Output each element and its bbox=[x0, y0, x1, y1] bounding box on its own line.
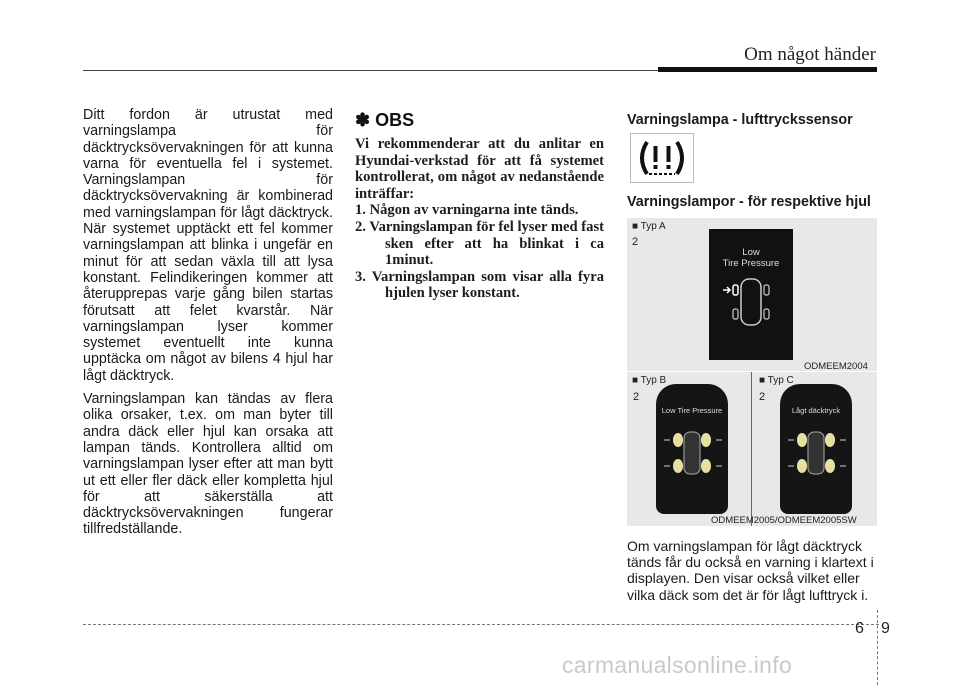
car-tire-icon bbox=[721, 275, 781, 331]
footer-vertical-rule bbox=[877, 610, 878, 685]
note-item-2: 2. Varningslampan för fel lyser med fast sken efter att ha blinkat i ca 1minut. bbox=[355, 218, 604, 269]
panel-a-line2: Tire Pressure bbox=[722, 258, 780, 269]
display-panel-a bbox=[709, 229, 793, 360]
panel-a-line1: Low bbox=[742, 247, 760, 258]
car-tire-icon-b bbox=[656, 422, 728, 512]
header-rule bbox=[83, 70, 658, 71]
note-title: ✽ OBS bbox=[355, 110, 415, 130]
display-panel-b bbox=[656, 384, 728, 514]
footer-rule bbox=[83, 624, 879, 625]
note-body bbox=[355, 136, 604, 302]
figure-divider bbox=[751, 372, 752, 526]
heading-wheel-lamps: Varningslampor - för respektive hjul bbox=[627, 194, 871, 210]
section-title: Om något händer bbox=[744, 44, 876, 65]
note-item-3: 3. Varningslampan som visar alla fyra hjulen lyser konstant. bbox=[355, 268, 604, 302]
panel-b-text: Low Tire Pressure bbox=[661, 406, 723, 415]
header-bar bbox=[658, 67, 877, 72]
type-c-label: ■ Typ C bbox=[759, 375, 794, 386]
figure-bc-code: ODMEEM2005/ODMEEM2005SW bbox=[711, 515, 857, 526]
figure-a-code: ODMEEM2004 bbox=[804, 361, 868, 372]
type-c-number: 2 bbox=[759, 391, 766, 403]
type-a-label: ■ Typ A bbox=[632, 221, 666, 232]
caption-text: Om varningslampan för lågt däcktryck tänds får du också en varning i klartext i displayen. Den visar också vilket eller vilka däck som det är för lågt lufttryck i. bbox=[627, 538, 874, 603]
body-column-3 bbox=[627, 112, 879, 128]
note-item-1: 1. Någon av varningarna inte tänds. bbox=[355, 202, 579, 219]
paragraph-2: Varningslampan kan tändas av flera olika orsaker, t.ex. om man byter till andra däck eller hjul kan orsaka att lampan tänds. Kontrollera alltid om varningslampan lyser efter att man bytt ut ett eller fler däck eller kompletta hjul för att säkerställa att däcktrycksövervakningen fungerar tillfredställande. bbox=[83, 391, 333, 538]
watermark: carmanualsonline.info bbox=[562, 652, 793, 678]
panel-c-text: Lågt däcktryck bbox=[791, 406, 841, 415]
type-b-label: ■ Typ B bbox=[632, 375, 667, 386]
tpms-warning-icon bbox=[630, 133, 694, 183]
heading-sensor-lamp: Varningslampa - lufttryckssensor bbox=[627, 112, 853, 128]
page-number: 9 bbox=[881, 620, 890, 637]
body-column-1 bbox=[83, 107, 333, 545]
note-intro: Vi rekommenderar att du anlitar en Hyundai-verkstad för att få systemet kontrollerat, om något av nedanstående inträffar: bbox=[355, 136, 604, 202]
type-b-number: 2 bbox=[633, 391, 640, 403]
car-tire-icon-c bbox=[780, 422, 852, 512]
note-box bbox=[355, 110, 604, 302]
page-number-chapter: 6 bbox=[855, 620, 864, 637]
paragraph-1: Ditt fordon är utrustat med varningslampa för däcktrycksövervakningen för att kunna varna för eventuella fel i systemet. Varningslampan för däcktrycksövervakning är kombinerad med varningslampan för lågt däcktryck. När systemet upptäckt ett fel kommer varningslampan att blinka i ungefär en minut för att sedan växla till att lysa konstant. Felindikeringen kommer att återupprepas varje gång bilen startas förutsatt att felet kvarstår. När varningslampan lyser kommer systemet eventuellt inte kunna upptäcka om något av bilens 4 hjul har lågt däcktryck. bbox=[83, 107, 333, 384]
display-panel-c bbox=[780, 384, 852, 514]
type-a-number: 2 bbox=[632, 236, 639, 248]
